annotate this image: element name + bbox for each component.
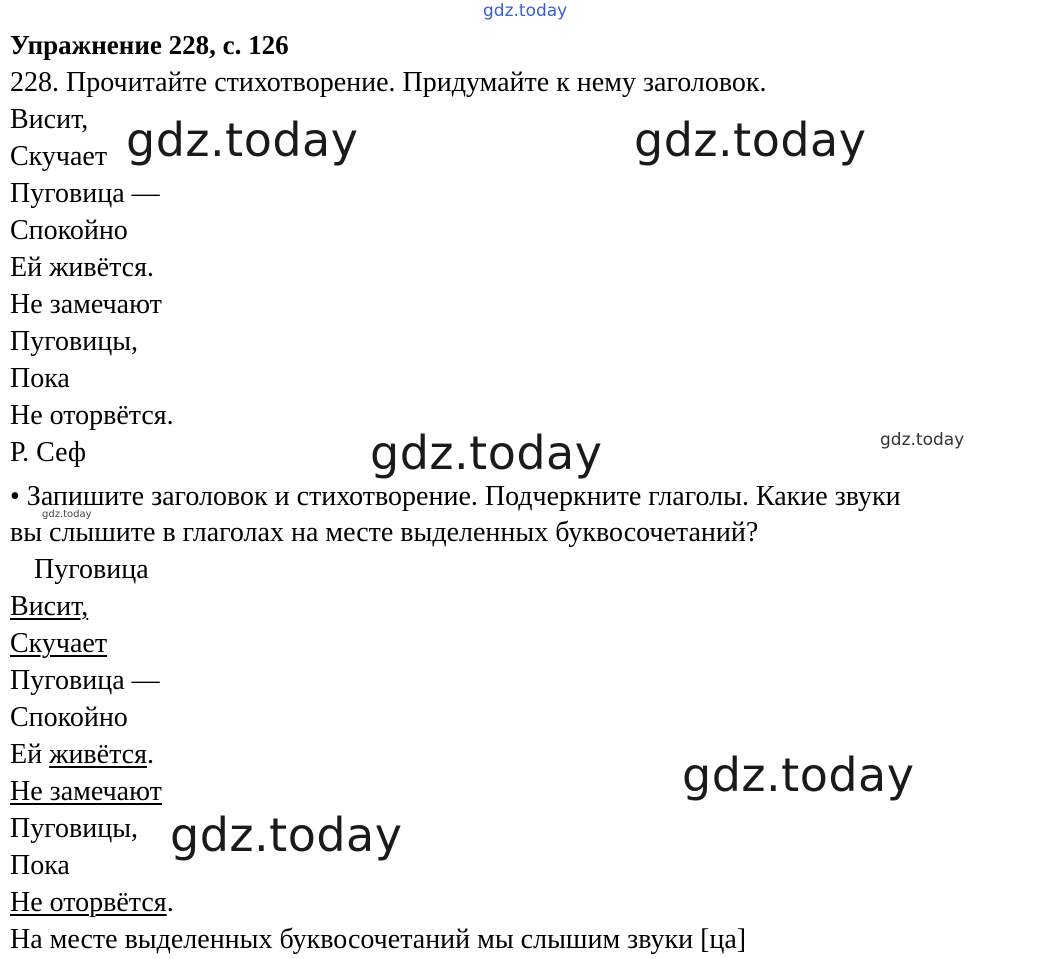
watermark-6: gdz.today <box>682 748 915 802</box>
watermark-4: gdz.today <box>880 430 965 450</box>
answer-line-5 <box>10 736 154 773</box>
task-text: 228. Прочитайте стихотворение. Придумайте к нему заголовок. <box>10 67 767 98</box>
poem-line: Пока <box>10 363 70 394</box>
answer-line-4: Спокойно <box>10 702 128 733</box>
watermark-5: gdz.today <box>42 509 92 520</box>
underlined-verb: Не оторвётся <box>10 887 167 918</box>
poem-line: Ей живётся. <box>10 252 154 283</box>
underlined-verb: Скучает <box>10 628 108 659</box>
answer-title: Пуговица <box>34 554 149 585</box>
watermark-3: gdz.today <box>370 426 603 480</box>
poem-line: Висит, <box>10 104 89 135</box>
answer-text: . <box>146 739 154 770</box>
poem-author: Р. Сеф <box>10 437 87 468</box>
poem-line: Пуговица — <box>10 178 160 209</box>
answer-line-6 <box>10 773 162 810</box>
underlined-verb: Висит, <box>10 591 89 622</box>
answer-text: Ей <box>10 739 50 770</box>
watermark-top: gdz.today <box>483 1 568 21</box>
underlined-verb: Не замечают <box>10 776 162 807</box>
answer-line-1 <box>10 588 88 625</box>
watermark-1: gdz.today <box>126 113 359 167</box>
answer-line-7: Пуговицы, <box>10 813 139 844</box>
poem-line: Пуговицы, <box>10 326 139 357</box>
watermark-2: gdz.today <box>634 113 867 167</box>
watermark-7: gdz.today <box>170 808 403 862</box>
question-line-1: • Запишите заголовок и стихотворение. Подчеркните глаголы. Какие звуки <box>10 481 901 512</box>
answer-text: . <box>166 887 174 918</box>
poem-line: Не оторвётся. <box>10 400 174 431</box>
answer-line-9 <box>10 884 174 921</box>
exercise-heading: Упражнение 228, с. 126 <box>10 30 289 60</box>
poem-line: Не замечают <box>10 289 162 320</box>
conclusion-text: На месте выделенных буквосочетаний мы слышим звуки [ца] <box>10 924 747 955</box>
answer-line-2 <box>10 625 107 662</box>
question-line-2: вы слышите в глаголах на месте выделенных буквосочетаний? <box>10 517 759 548</box>
answer-line-3: Пуговица — <box>10 665 160 696</box>
poem-line: Скучает <box>10 141 108 172</box>
underlined-verb: живётся <box>49 739 147 770</box>
poem-line: Спокойно <box>10 215 128 246</box>
answer-line-8: Пока <box>10 850 70 881</box>
